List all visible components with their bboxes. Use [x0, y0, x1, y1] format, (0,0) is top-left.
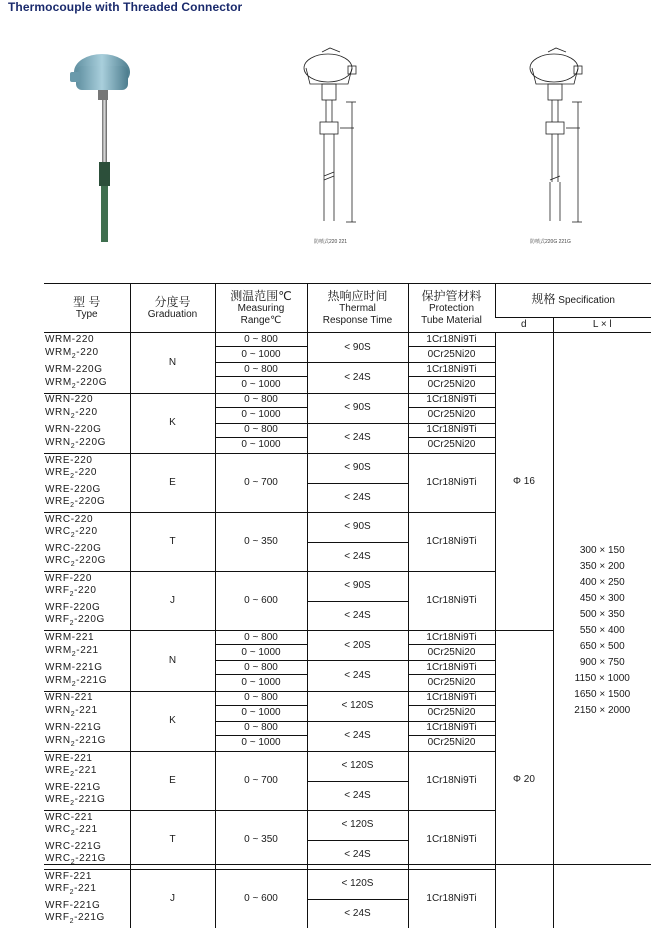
- type-cell: WRF-220G: [44, 601, 130, 614]
- range-cell: 0 ~ 800: [215, 423, 307, 437]
- graduation-cell: K: [130, 393, 215, 454]
- type-cell: WRE-220G: [44, 483, 130, 496]
- type-cell: WRF-220: [44, 572, 130, 586]
- header-type: 型 号 Type: [44, 283, 130, 333]
- header-response: 热响应时间 Thermal Response Time: [307, 283, 408, 333]
- response-cell: < 24S: [307, 363, 408, 394]
- type-cell: $WRF_2-221$: [44, 883, 130, 899]
- d-cell: Φ 16: [495, 333, 553, 631]
- response-cell: < 120S: [307, 691, 408, 721]
- type-cell: $WRC_2-221G$: [44, 853, 130, 870]
- type-cell: $WRC_2-220G$: [44, 555, 130, 572]
- spec-item: 400 × 250: [554, 575, 652, 591]
- response-cell: < 24S: [307, 423, 408, 454]
- response-cell: < 120S: [307, 752, 408, 782]
- range-cell: 0 ~ 800: [215, 631, 307, 645]
- material-cell: 0Cr25Ni20: [408, 347, 495, 363]
- material-cell: 0Cr25Ni20: [408, 675, 495, 692]
- material-cell: 1Cr18Ni9Ti: [408, 454, 495, 513]
- type-cell: WRF-221G: [44, 899, 130, 912]
- spec-item: 2150 × 2000: [554, 703, 652, 719]
- page-title: Thermocouple with Threaded Connector: [8, 0, 242, 14]
- thermocouple-photo: [66, 50, 136, 246]
- type-cell: WRN-220: [44, 393, 130, 407]
- range-cell: 0 ~ 800: [215, 661, 307, 675]
- spec-table: [44, 283, 651, 928]
- spec-item: 300 × 150: [554, 543, 652, 559]
- material-cell: 0Cr25Ni20: [408, 645, 495, 661]
- range-cell: 0 ~ 350: [215, 513, 307, 572]
- d-cell: Φ 20: [495, 631, 553, 928]
- material-cell: 1Cr18Ni9Ti: [408, 363, 495, 377]
- type-cell: WRC-220G: [44, 542, 130, 555]
- type-cell: WRN-221: [44, 691, 130, 705]
- range-cell: 0 ~ 1000: [215, 645, 307, 661]
- response-cell: < 24S: [307, 483, 408, 513]
- type-cell: $WRN_2-221$: [44, 705, 130, 721]
- type-cell: WRM-221G: [44, 661, 130, 675]
- material-cell: 1Cr18Ni9Ti: [408, 691, 495, 705]
- material-cell: 1Cr18Ni9Ti: [408, 423, 495, 437]
- type-cell: $WRM_2-220G$: [44, 377, 130, 394]
- type-cell: $WRC_2-221$: [44, 824, 130, 840]
- range-cell: 0 ~ 1000: [215, 735, 307, 752]
- type-cell: WRE-220: [44, 454, 130, 468]
- graduation-cell: K: [130, 691, 215, 752]
- material-cell: 0Cr25Ni20: [408, 407, 495, 423]
- response-cell: < 24S: [307, 781, 408, 811]
- graduation-cell: E: [130, 454, 215, 513]
- material-cell: 1Cr18Ni9Ti: [408, 661, 495, 675]
- spec-item: 650 × 500: [554, 639, 652, 655]
- caption-220g-221g: 防喷式220G 221G: [530, 238, 571, 245]
- type-cell: $WRM_2-221$: [44, 645, 130, 661]
- response-cell: < 24S: [307, 661, 408, 692]
- type-cell: WRM-221: [44, 631, 130, 645]
- graduation-cell: T: [130, 513, 215, 572]
- spec-item: 550 × 400: [554, 623, 652, 639]
- response-cell: < 90S: [307, 513, 408, 543]
- range-cell: 0 ~ 1000: [215, 705, 307, 721]
- range-cell: 0 ~ 800: [215, 333, 307, 347]
- type-cell: WRE-221: [44, 752, 130, 766]
- range-cell: 0 ~ 600: [215, 870, 307, 928]
- type-cell: $WRF_2-221G$: [44, 912, 130, 928]
- material-cell: 1Cr18Ni9Ti: [408, 513, 495, 572]
- range-cell: 0 ~ 1000: [215, 377, 307, 394]
- material-cell: 1Cr18Ni9Ti: [408, 333, 495, 347]
- type-cell: $WRE_2-221$: [44, 765, 130, 781]
- type-cell: WRM-220: [44, 333, 130, 347]
- range-cell: 0 ~ 1000: [215, 347, 307, 363]
- header-range: 测温范围℃ Measuring Range℃: [215, 283, 307, 333]
- range-cell: 0 ~ 800: [215, 393, 307, 407]
- type-cell: $WRC_2-220$: [44, 526, 130, 542]
- material-cell: 1Cr18Ni9Ti: [408, 811, 495, 870]
- type-cell: $WRE_2-221G$: [44, 794, 130, 811]
- graduation-cell: N: [130, 631, 215, 692]
- type-cell: $WRM_2-221G$: [44, 675, 130, 692]
- response-cell: < 24S: [307, 899, 408, 928]
- table-row: [44, 333, 651, 347]
- type-cell: $WRN_2-220$: [44, 407, 130, 423]
- header-spec: 规格 Specification: [495, 283, 651, 318]
- response-cell: < 90S: [307, 393, 408, 423]
- graduation-cell: N: [130, 333, 215, 394]
- range-cell: 0 ~ 600: [215, 572, 307, 631]
- table-top-rule: [44, 283, 651, 284]
- material-cell: 1Cr18Ni9Ti: [408, 393, 495, 407]
- response-cell: < 24S: [307, 601, 408, 631]
- material-cell: 1Cr18Ni9Ti: [408, 572, 495, 631]
- graduation-cell: J: [130, 870, 215, 928]
- type-cell: WRE-221G: [44, 781, 130, 794]
- type-cell: $WRE_2-220G$: [44, 496, 130, 513]
- response-cell: < 90S: [307, 572, 408, 602]
- material-cell: 1Cr18Ni9Ti: [408, 870, 495, 928]
- material-cell: 0Cr25Ni20: [408, 377, 495, 394]
- table-bottom-rule: [44, 864, 651, 865]
- material-cell: 0Cr25Ni20: [408, 705, 495, 721]
- material-cell: 1Cr18Ni9Ti: [408, 631, 495, 645]
- type-cell: $WRN_2-221G$: [44, 735, 130, 752]
- type-cell: WRC-221G: [44, 840, 130, 853]
- header-lxl: L × l: [553, 318, 651, 333]
- type-cell: $WRF_2-220$: [44, 585, 130, 601]
- type-cell: WRN-220G: [44, 423, 130, 437]
- graduation-cell: T: [130, 811, 215, 870]
- type-cell: $WRM_2-220$: [44, 347, 130, 363]
- header-material: 保护管材料 Protection Tube Material: [408, 283, 495, 333]
- range-cell: 0 ~ 800: [215, 363, 307, 377]
- spec-item: 1650 × 1500: [554, 687, 652, 703]
- range-cell: 0 ~ 1000: [215, 437, 307, 454]
- range-cell: 0 ~ 800: [215, 721, 307, 735]
- range-cell: 0 ~ 350: [215, 811, 307, 870]
- response-cell: < 120S: [307, 870, 408, 900]
- response-cell: < 24S: [307, 721, 408, 752]
- dimension-drawing-220-221: [300, 46, 370, 231]
- response-cell: < 20S: [307, 631, 408, 661]
- type-cell: $WRE_2-220$: [44, 467, 130, 483]
- range-cell: 0 ~ 800: [215, 691, 307, 705]
- material-cell: 1Cr18Ni9Ti: [408, 721, 495, 735]
- material-cell: 0Cr25Ni20: [408, 735, 495, 752]
- range-cell: 0 ~ 700: [215, 454, 307, 513]
- response-cell: < 24S: [307, 840, 408, 870]
- type-cell: WRC-220: [44, 513, 130, 527]
- header-graduation: 分度号 Graduation: [130, 283, 215, 333]
- response-cell: < 90S: [307, 454, 408, 484]
- graduation-cell: J: [130, 572, 215, 631]
- spec-list-cell: [553, 333, 651, 928]
- range-cell: 0 ~ 1000: [215, 407, 307, 423]
- type-cell: WRN-221G: [44, 721, 130, 735]
- caption-220-221: 防喷式220 221: [314, 238, 347, 245]
- range-cell: 0 ~ 700: [215, 752, 307, 811]
- material-cell: 0Cr25Ni20: [408, 437, 495, 454]
- type-cell: $WRN_2-220G$: [44, 437, 130, 454]
- type-cell: WRF-221: [44, 870, 130, 884]
- dimension-drawing-220g-221g: [526, 46, 596, 231]
- response-cell: < 90S: [307, 333, 408, 363]
- header-d: d: [495, 318, 553, 333]
- spec-item: 350 × 200: [554, 559, 652, 575]
- spec-item: 500 × 350: [554, 607, 652, 623]
- spec-item: 1150 × 1000: [554, 671, 652, 687]
- range-cell: 0 ~ 1000: [215, 675, 307, 692]
- type-cell: WRM-220G: [44, 363, 130, 377]
- type-cell: $WRF_2-220G$: [44, 614, 130, 631]
- type-cell: WRC-221: [44, 811, 130, 825]
- response-cell: < 120S: [307, 811, 408, 841]
- graduation-cell: E: [130, 752, 215, 811]
- response-cell: < 24S: [307, 542, 408, 572]
- spec-item: 450 × 300: [554, 591, 652, 607]
- material-cell: 1Cr18Ni9Ti: [408, 752, 495, 811]
- spec-item: 900 × 750: [554, 655, 652, 671]
